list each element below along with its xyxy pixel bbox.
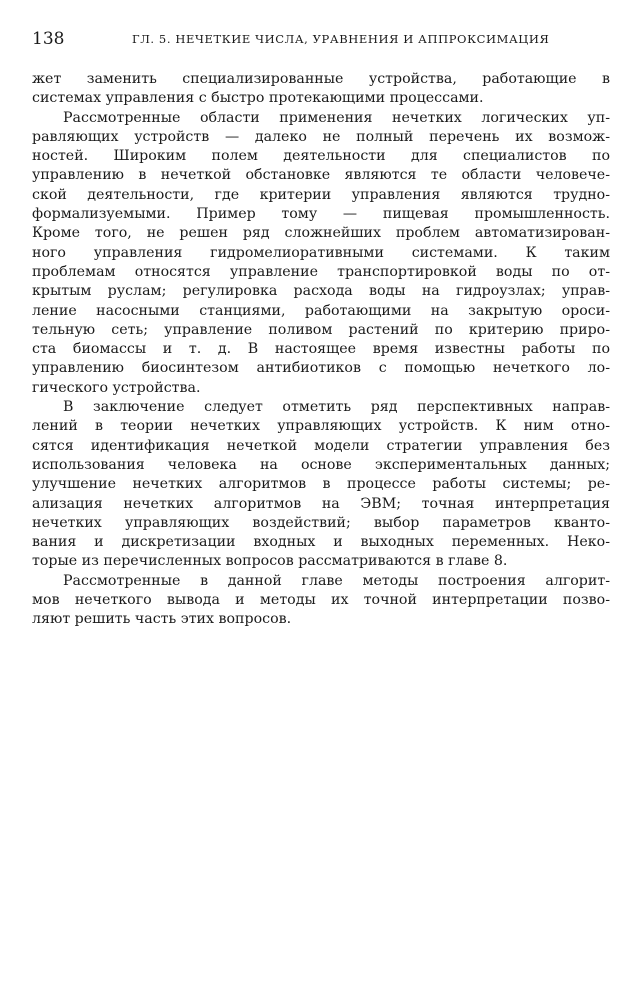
- text-line: использования человека на основе экспериментальных данных;: [32, 456, 610, 473]
- text-line: ста биомассы и т. д. В настоящее время известны работы по: [32, 341, 610, 358]
- paragraph-continuation: [32, 70, 610, 109]
- text-line: тельную сеть; управление поливом растений по критерию приро-: [32, 321, 610, 338]
- text-line: сятся идентификация нечеткой модели стратегии управления без: [32, 437, 610, 454]
- running-head: ГЛ. 5. НЕЧЕТКИЕ ЧИСЛА, УРАВНЕНИЯ И АППРОКСИМАЦИЯ: [132, 32, 550, 46]
- text-line: вания и дискретизации входных и выходных переменных. Неко-: [32, 534, 610, 551]
- text-line: ской деятельности, где критерии управления являются трудно-: [32, 186, 610, 203]
- text-line: равляющих устройств — далеко не полный перечень их возмож-: [32, 128, 610, 145]
- text-line: лений в теории нечетких управляющих устройств. К ним отно-: [32, 418, 610, 435]
- text-line: проблемам относятся управление транспортировкой воды по от-: [32, 263, 610, 280]
- text-line: системах управления с быстро протекающими процессами.: [32, 90, 484, 107]
- text-line: ление насосными станциями, работающими на закрытую ороси-: [32, 302, 610, 319]
- text-line: Рассмотренные области применения нечетких логических уп-: [63, 109, 610, 126]
- body-text: [32, 70, 610, 630]
- text-line: управлению в нечеткой обстановке являются те области человече-: [32, 167, 610, 184]
- text-line: ного управления гидромелиоративными системами. К таким: [32, 244, 610, 261]
- paragraph-final: [32, 572, 610, 630]
- text-line: гического устройства.: [32, 379, 201, 396]
- text-line: улучшение нечетких алгоритмов в процессе работы системы; ре-: [32, 476, 610, 493]
- text-line: Рассмотренные в данной главе методы построения алгорит-: [63, 572, 610, 589]
- text-line: нечетких управляющих воздействий; выбор параметров кванто-: [32, 514, 610, 531]
- text-line: мов нечеткого вывода и методы их точной интерпретации позво-: [32, 592, 610, 609]
- paragraph-conclusion: [32, 398, 610, 572]
- text-line: управлению биосинтезом антибиотиков с помощью нечеткого ло-: [32, 360, 610, 377]
- paragraph-applications: [32, 109, 610, 398]
- text-line: Кроме того, не решен ряд сложнейших проблем автоматизирован-: [32, 225, 610, 242]
- text-line: формализуемыми. Пример тому — пищевая промышленность.: [32, 206, 610, 223]
- text-line: ностей. Широким полем деятельности для специалистов по: [32, 148, 610, 165]
- text-line: ализация нечетких алгоритмов на ЭВМ; точная интерпретация: [32, 495, 610, 512]
- text-line: В заключение следует отметить ряд перспективных направ-: [63, 399, 610, 416]
- page-number: 138: [32, 29, 65, 49]
- text-line: жет заменить специализированные устройства, работающие в: [32, 71, 610, 87]
- text-line: крытым руслам; регулировка расхода воды на гидроузлах; управ-: [32, 283, 610, 300]
- page-header: [32, 28, 612, 50]
- text-line: торые из перечисленных вопросов рассматриваются в главе 8.: [32, 553, 508, 570]
- text-line: ляют решить часть этих вопросов.: [32, 611, 292, 628]
